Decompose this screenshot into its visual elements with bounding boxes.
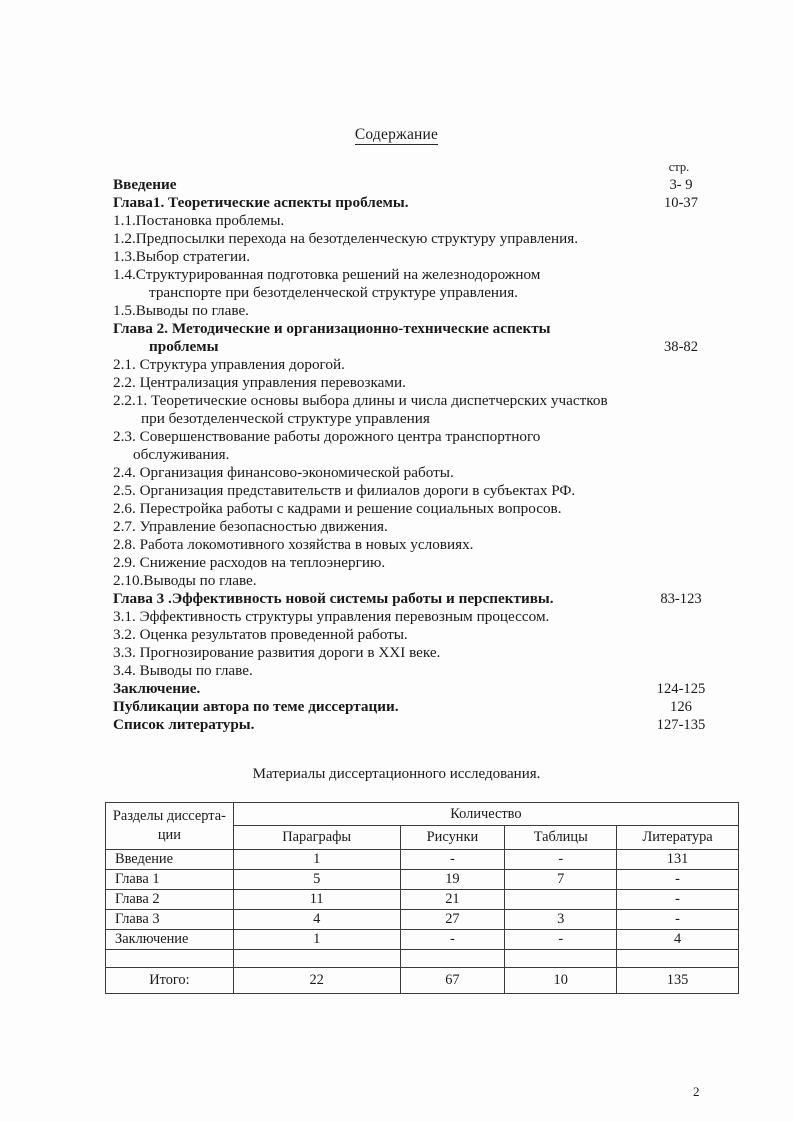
table-header-row-1: [106, 803, 739, 826]
materials-table-caption: [0, 766, 793, 783]
toc-entry-list: [113, 176, 733, 734]
toc-entry-label: при безотделенческой структуре управления: [141, 410, 430, 427]
toc-entry-label: 2.2. Централизация управления перевозками.: [113, 374, 406, 391]
cell-section: Заключение: [106, 930, 234, 950]
toc-entry-label: 1.4.Структурированная подготовка решений на железнодорожном: [113, 266, 541, 283]
total-cell-literature: 135: [617, 968, 739, 994]
table-of-contents: [113, 160, 733, 734]
cell-tables: 3: [505, 910, 617, 930]
toc-entry-label: 1.1.Постановка проблемы.: [113, 212, 285, 229]
toc-entry[interactable]: [113, 338, 733, 356]
toc-entry-label: 3.1. Эффективность структуры управления перевозным процессом.: [113, 608, 550, 625]
toc-entry-label: Заключение.: [113, 680, 201, 697]
total-cell-tables: 10: [505, 968, 617, 994]
toc-entry-label: 2.8. Работа локомотивного хозяйства в новых условиях.: [113, 536, 474, 553]
toc-entry-label: транспорте при безотделенческой структуре управления.: [149, 284, 518, 301]
toc-entry[interactable]: [113, 266, 733, 284]
total-cell-section: Итого:: [106, 968, 234, 994]
toc-entry[interactable]: [113, 608, 733, 626]
toc-page-column-header: [113, 160, 733, 176]
table-row: [106, 890, 739, 910]
toc-entry-pages: 10-37: [663, 195, 699, 211]
toc-entry-label: обслуживания.: [133, 446, 230, 463]
toc-entry[interactable]: [113, 572, 733, 590]
toc-entry-label: 3.4. Выводы по главе.: [113, 662, 253, 679]
cell-tables: 7: [505, 870, 617, 890]
toc-entry-label: 2.2.1. Теоретические основы выбора длины и числа диспетчерских участков: [113, 392, 608, 409]
table-row: [106, 870, 739, 890]
cell-paragraphs: 1: [233, 850, 400, 870]
cell-figures: -: [400, 850, 505, 870]
table-spacer-cell: [233, 950, 400, 968]
toc-entry[interactable]: [113, 626, 733, 644]
table-row: [106, 930, 739, 950]
table-spacer-cell: [505, 950, 617, 968]
toc-entry[interactable]: [113, 482, 733, 500]
cell-tables: -: [505, 930, 617, 950]
toc-entry[interactable]: [113, 464, 733, 482]
toc-entry-label: 2.10.Выводы по главе.: [113, 572, 257, 589]
toc-entry-label: 2.4. Организация финансово-экономической работы.: [113, 464, 454, 481]
cell-literature: -: [617, 890, 739, 910]
toc-entry-label: 2.3. Совершенствование работы дорожного центра транспортного: [113, 428, 541, 445]
toc-entry[interactable]: [113, 320, 733, 338]
toc-entry[interactable]: [113, 698, 733, 716]
cell-literature: 131: [617, 850, 739, 870]
materials-table-head: [106, 803, 739, 850]
cell-tables: [505, 890, 617, 910]
toc-entry-label: Глава 2. Методические и организационно-технические аспекты: [113, 320, 551, 337]
header-paragraphs: Параграфы: [233, 826, 400, 850]
cell-literature: 4: [617, 930, 739, 950]
cell-paragraphs: 1: [233, 930, 400, 950]
toc-entry-pages: 127-135: [656, 717, 706, 733]
toc-entry[interactable]: [113, 644, 733, 662]
materials-table-caption-text: Материалы диссертационного исследования.: [252, 766, 541, 782]
toc-entry[interactable]: [113, 212, 733, 230]
header-figures: Рисунки: [400, 826, 505, 850]
toc-entry-label: 2.9. Снижение расходов на теплоэнергию.: [113, 554, 386, 571]
toc-entry-label: 3.2. Оценка результатов проведенной работы.: [113, 626, 408, 643]
total-cell-paragraphs: 22: [233, 968, 400, 994]
table-row: [106, 910, 739, 930]
header-sections: [106, 803, 234, 850]
toc-entry-label: Глава1. Теоретические аспекты проблемы.: [113, 194, 409, 211]
toc-entry[interactable]: [113, 374, 733, 392]
cell-section: Глава 3: [106, 910, 234, 930]
toc-entry-label: 2.1. Структура управления дорогой.: [113, 356, 345, 373]
toc-entry[interactable]: [113, 590, 733, 608]
cell-section: Глава 1: [106, 870, 234, 890]
toc-entry[interactable]: [113, 680, 733, 698]
table-row: [106, 850, 739, 870]
toc-entry[interactable]: [113, 554, 733, 572]
toc-entry-label: 2.5. Организация представительств и филиалов дороги в субъектах РФ.: [113, 482, 576, 499]
toc-entry-label: 1.5.Выводы по главе.: [113, 302, 249, 319]
cell-figures: 27: [400, 910, 505, 930]
header-sections-line1: Разделы диссерта-: [112, 808, 226, 824]
toc-entry[interactable]: [113, 428, 733, 446]
toc-entry-label: 1.2.Предпосылки перехода на безотделенческую структуру управления.: [113, 230, 579, 247]
materials-table: [105, 802, 739, 994]
toc-entry-label: 1.3.Выбор стратегии.: [113, 248, 250, 265]
toc-entry[interactable]: [113, 536, 733, 554]
toc-entry-pages: 124-125: [656, 681, 706, 697]
toc-entry-label: проблемы: [149, 338, 219, 355]
toc-entry-pages: 3- 9: [669, 177, 693, 193]
toc-entry-label: Список литературы.: [113, 716, 255, 733]
toc-entry[interactable]: [113, 194, 733, 212]
toc-entry-label: 2.7. Управление безопасностью движения.: [113, 518, 388, 535]
cell-paragraphs: 4: [233, 910, 400, 930]
toc-entry[interactable]: [113, 446, 733, 464]
cell-figures: -: [400, 930, 505, 950]
cell-figures: 19: [400, 870, 505, 890]
cell-tables: -: [505, 850, 617, 870]
toc-entry-label: Публикации автора по теме диссертации.: [113, 698, 399, 715]
page-number: 2: [693, 1084, 700, 1099]
toc-entry[interactable]: [113, 176, 733, 194]
toc-entry[interactable]: [113, 392, 733, 410]
toc-entry[interactable]: [113, 356, 733, 374]
toc-entry-pages: 126: [670, 699, 692, 715]
header-tables: Таблицы: [505, 826, 617, 850]
toc-entry[interactable]: [113, 302, 733, 320]
materials-table-body: [106, 850, 739, 994]
page-title-text: Содержание: [354, 126, 439, 143]
header-literature: Литература: [617, 826, 739, 850]
page-title: [0, 126, 793, 144]
table-spacer-cell: [106, 950, 234, 968]
table-spacer-cell: [400, 950, 505, 968]
cell-literature: -: [617, 870, 739, 890]
cell-literature: -: [617, 910, 739, 930]
toc-entry[interactable]: [113, 230, 733, 248]
toc-entry-label: 2.6. Перестройка работы с кадрами и решение социальных вопросов.: [113, 500, 562, 517]
toc-entry-pages: 83-123: [660, 591, 702, 607]
header-quantity: Количество: [233, 803, 738, 826]
toc-entry-label: Введение: [113, 176, 177, 193]
toc-page-column-label: стр.: [668, 160, 690, 174]
header-sections-line2: ции: [157, 827, 181, 843]
cell-section: Введение: [106, 850, 234, 870]
cell-section: Глава 2: [106, 890, 234, 910]
toc-entry[interactable]: [113, 518, 733, 536]
table-total-row: [106, 968, 739, 994]
materials-table-wrapper: [105, 802, 739, 994]
table-spacer-row: [106, 950, 739, 968]
total-cell-figures: 67: [400, 968, 505, 994]
toc-entry-label: Глава 3 .Эффективность новой системы работы и перспективы.: [113, 590, 554, 607]
toc-entry-pages: 38-82: [663, 339, 699, 355]
toc-entry-label: 3.3. Прогнозирование развития дороги в XXI веке.: [113, 644, 441, 661]
cell-paragraphs: 5: [233, 870, 400, 890]
toc-entry[interactable]: [113, 284, 733, 302]
toc-entry[interactable]: [113, 500, 733, 518]
table-spacer-cell: [617, 950, 739, 968]
cell-figures: 21: [400, 890, 505, 910]
toc-entry[interactable]: [113, 716, 733, 734]
cell-paragraphs: 11: [233, 890, 400, 910]
toc-entry[interactable]: [113, 410, 733, 428]
toc-entry[interactable]: [113, 248, 733, 266]
toc-entry[interactable]: [113, 662, 733, 680]
